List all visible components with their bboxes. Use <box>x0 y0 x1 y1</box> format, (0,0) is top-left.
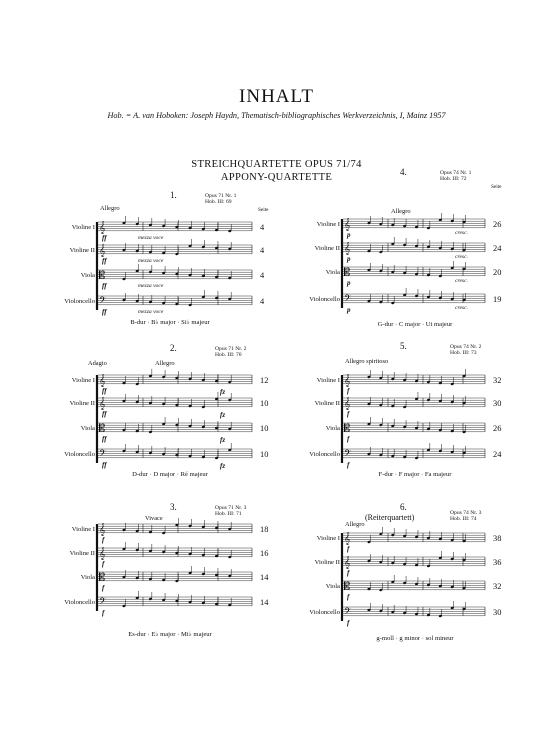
opus-number <box>450 344 481 357</box>
dynamic-marking: p <box>347 255 351 263</box>
key-label: Es-dur · E♭ major · Mi♭ majeur <box>128 631 212 638</box>
expression-marking: mezza voce <box>138 258 164 264</box>
staff <box>98 264 252 282</box>
tempo-marking: Allegro <box>345 521 365 528</box>
instrument-label: Violine I <box>316 377 340 384</box>
clef-icon: 𝄞 <box>99 397 106 410</box>
page-number: 19 <box>493 295 502 304</box>
opus-label: Opus 71 Nr. 2 <box>215 346 247 352</box>
incipit-quartet-6 <box>285 500 525 645</box>
clef-icon: 𝄞 <box>344 374 351 387</box>
instrument-label: Violine II <box>69 400 95 407</box>
dynamic-marking: f <box>347 461 350 469</box>
dynamic-marking: f <box>102 609 105 617</box>
page-number: 32 <box>493 582 502 591</box>
score-staves <box>285 343 525 488</box>
expression-marking: mezza voce <box>138 235 164 241</box>
clef-icon: 𝄞 <box>344 556 351 569</box>
instrument-label: Viola <box>80 574 95 581</box>
clef-icon: 𝄡 <box>99 269 106 282</box>
dynamic-marking: f <box>347 435 350 443</box>
instrument-label: Viola <box>80 425 95 432</box>
clef-icon: 𝄡 <box>344 580 351 593</box>
instrument-label: Violine II <box>69 550 95 557</box>
clef-icon: 𝄢 <box>344 448 352 461</box>
key-label: D-dur · D major · Ré majeur <box>132 471 208 478</box>
staff <box>343 417 485 435</box>
quartet-number: 3. <box>170 502 177 512</box>
staff <box>98 392 252 410</box>
clef-icon: 𝄢 <box>344 293 352 306</box>
key-label: G-dur · C major · Ut majeur <box>377 321 453 328</box>
hoboken-note: Hob. = A. van Hoboken: Joseph Haydn, Thematisch-bibliographisches Werkverzeichnis, I, Mainz 1957 <box>107 111 446 120</box>
instrument-label: Violoncello <box>64 298 95 305</box>
dynamic-marking: ff <box>102 461 107 469</box>
page-number: 12 <box>260 376 269 385</box>
clef-icon: 𝄞 <box>344 397 351 410</box>
page-number: 10 <box>260 399 269 408</box>
expression-marking: mezza voce <box>138 283 164 289</box>
staff <box>98 290 252 308</box>
hoboken-label: Hob. III: 73 <box>450 350 477 357</box>
instrument-label: Viola <box>80 272 95 279</box>
quartet-number: 6. <box>400 502 407 512</box>
instrument-label: Violine II <box>314 559 340 566</box>
clef-icon: 𝄞 <box>99 374 106 387</box>
page-number: 30 <box>493 399 502 408</box>
dynamic-marking: ff <box>102 257 107 265</box>
key-label: B-dur · B♭ major · Si♭ majeur <box>130 319 210 326</box>
staff <box>98 566 252 584</box>
dynamic-marking: fz <box>220 436 226 444</box>
staff <box>343 601 485 619</box>
instrument-label: Violine I <box>71 224 95 231</box>
dynamic-marking: f <box>347 545 350 553</box>
staff <box>343 527 485 545</box>
page-number: 4 <box>260 223 265 232</box>
quartet-number: 1. <box>170 190 177 200</box>
clef-icon: 𝄞 <box>99 221 106 234</box>
dynamic-marking: f <box>347 569 350 577</box>
page-number: 20 <box>493 268 502 277</box>
dynamic-marking: f <box>347 410 350 418</box>
opus-label: Opus 74 Nr. 2 <box>450 344 482 350</box>
expression-marking: mezza voce <box>138 309 164 315</box>
page-number: 36 <box>493 558 502 567</box>
key-label: g-moll · g minor · sol mineur <box>376 635 454 642</box>
staff <box>343 369 485 387</box>
page-number: 10 <box>260 450 269 459</box>
staff <box>343 575 485 593</box>
page-number: 16 <box>260 549 269 558</box>
staff <box>343 392 485 410</box>
staff <box>343 288 485 306</box>
page-number: 32 <box>493 376 502 385</box>
instrument-label: Viola <box>325 269 340 276</box>
section-subtitle: APPONY-QUARTETTE <box>220 172 333 183</box>
staff <box>98 443 252 461</box>
clef-icon: 𝄢 <box>99 295 107 308</box>
dynamic-marking: ff <box>102 435 107 443</box>
tempo-marking: Adagio <box>88 360 107 367</box>
hoboken-label: Hob. III: 71 <box>215 511 242 518</box>
instrument-label: Viola <box>325 425 340 432</box>
clef-icon: 𝄡 <box>99 571 106 584</box>
staff <box>98 239 252 257</box>
quartet-number: 2. <box>170 343 177 353</box>
incipit-quartet-1 <box>40 190 280 330</box>
dynamic-marking: p <box>347 279 351 287</box>
tempo-marking: Allegro <box>100 205 120 212</box>
quartet-number: 5. <box>400 341 407 351</box>
instrument-label: Violine I <box>71 526 95 533</box>
staff <box>98 216 252 234</box>
expression-marking: cresc. <box>455 305 468 311</box>
tempo-marking: Vivace <box>145 515 163 522</box>
instrument-label: Violoncello <box>309 609 340 616</box>
hoboken-label: Hob. III: 74 <box>450 516 477 523</box>
incipit-quartet-4 <box>285 167 525 330</box>
tempo-marking: Allegro <box>391 208 411 215</box>
opus-label: Opus 71 Nr. 1 <box>205 193 237 199</box>
dynamic-marking: p <box>347 231 351 239</box>
opus-number <box>440 170 471 183</box>
instrument-label: Violine I <box>316 221 340 228</box>
dynamic-marking: f <box>102 584 105 592</box>
page-number: 10 <box>260 424 269 433</box>
page-number: 24 <box>493 450 502 459</box>
page-number: 18 <box>260 525 269 534</box>
quartet-number: 4. <box>400 167 407 177</box>
dynamic-marking: f <box>102 560 105 568</box>
page-title: INHALT <box>239 86 314 107</box>
dynamic-marking: ff <box>102 308 107 316</box>
section-title: STREICHQUARTETTE OPUS 71/74 <box>191 159 362 170</box>
opus-label: Opus 71 Nr. 3 <box>215 505 247 511</box>
page-number: 26 <box>493 424 502 433</box>
clef-icon: 𝄞 <box>344 242 351 255</box>
page-number: 4 <box>260 297 265 306</box>
opus-number <box>215 346 246 359</box>
staff <box>98 542 252 560</box>
seite-label: Seite <box>491 184 502 190</box>
clef-icon: 𝄢 <box>99 448 107 461</box>
hoboken-label: Hob. III: 72 <box>440 176 467 183</box>
dynamic-marking: ff <box>102 234 107 242</box>
clef-icon: 𝄞 <box>99 244 106 257</box>
dynamic-marking: ff <box>102 410 107 418</box>
staff <box>98 369 252 387</box>
instrument-label: Violine I <box>71 377 95 384</box>
hoboken-label: Hob. III: 70 <box>215 352 242 359</box>
dynamic-marking: ff <box>102 387 107 395</box>
incipit-quartet-5 <box>285 343 525 483</box>
page-number: 14 <box>260 598 269 607</box>
clef-icon: 𝄢 <box>344 606 352 619</box>
opus-number <box>450 510 481 523</box>
clef-icon: 𝄢 <box>99 596 107 609</box>
page-number: 38 <box>493 534 502 543</box>
instrument-label: Violine II <box>69 247 95 254</box>
quartet-subtitle: (Reiterquartett) <box>365 513 415 522</box>
clef-icon: 𝄡 <box>99 422 106 435</box>
opus-label: Opus 74 Nr. 1 <box>440 170 472 176</box>
staff <box>343 261 485 279</box>
clef-icon: 𝄞 <box>99 523 106 536</box>
staff <box>98 518 252 536</box>
tempo-marking-2: Allegro <box>155 360 175 367</box>
clef-icon: 𝄞 <box>344 532 351 545</box>
hoboken-label: Hob. III: 69 <box>205 199 232 206</box>
instrument-label: Violoncello <box>64 451 95 458</box>
seite-label: Seite <box>258 207 269 213</box>
page-number: 26 <box>493 220 502 229</box>
clef-icon: 𝄞 <box>344 218 351 231</box>
page-number: 14 <box>260 573 269 582</box>
page-number: 4 <box>260 246 265 255</box>
dynamic-marking: p <box>347 306 351 314</box>
incipit-quartet-3 <box>40 500 280 645</box>
clef-icon: 𝄞 <box>99 547 106 560</box>
key-label: F-dur · F major · Fa majeur <box>378 471 452 478</box>
staff <box>343 237 485 255</box>
dynamic-marking: ff <box>102 282 107 290</box>
opus-number <box>205 193 236 206</box>
page-number: 30 <box>493 608 502 617</box>
clef-icon: 𝄡 <box>344 422 351 435</box>
instrument-label: Violine II <box>314 400 340 407</box>
dynamic-marking: f <box>347 619 350 627</box>
instrument-label: Violine II <box>314 245 340 252</box>
dynamic-marking: f <box>102 536 105 544</box>
instrument-label: Violine I <box>316 535 340 542</box>
incipit-quartet-2 <box>40 343 280 483</box>
dynamic-marking: f <box>347 593 350 601</box>
staff <box>343 213 485 231</box>
staff <box>343 551 485 569</box>
dynamic-marking: f <box>347 387 350 395</box>
instrument-label: Violoncello <box>64 599 95 606</box>
instrument-label: Violoncello <box>309 296 340 303</box>
dynamic-marking: fz <box>220 462 226 470</box>
expression-marking: cresc. <box>455 230 468 236</box>
expression-marking: cresc. <box>455 254 468 260</box>
staff <box>98 591 252 609</box>
page-number: 4 <box>260 271 265 280</box>
opus-number <box>215 505 246 518</box>
expression-marking: cresc. <box>455 278 468 284</box>
opus-label: Opus 74 Nr. 3 <box>450 510 482 516</box>
page-number: 24 <box>493 244 502 253</box>
tempo-marking: Allegro spiritoso <box>345 358 389 365</box>
staff <box>343 443 485 461</box>
staff <box>98 417 252 435</box>
instrument-label: Viola <box>325 583 340 590</box>
dynamic-marking: fz <box>220 411 226 419</box>
dynamic-marking: fz <box>220 388 226 396</box>
instrument-label: Violoncello <box>309 451 340 458</box>
clef-icon: 𝄡 <box>344 266 351 279</box>
